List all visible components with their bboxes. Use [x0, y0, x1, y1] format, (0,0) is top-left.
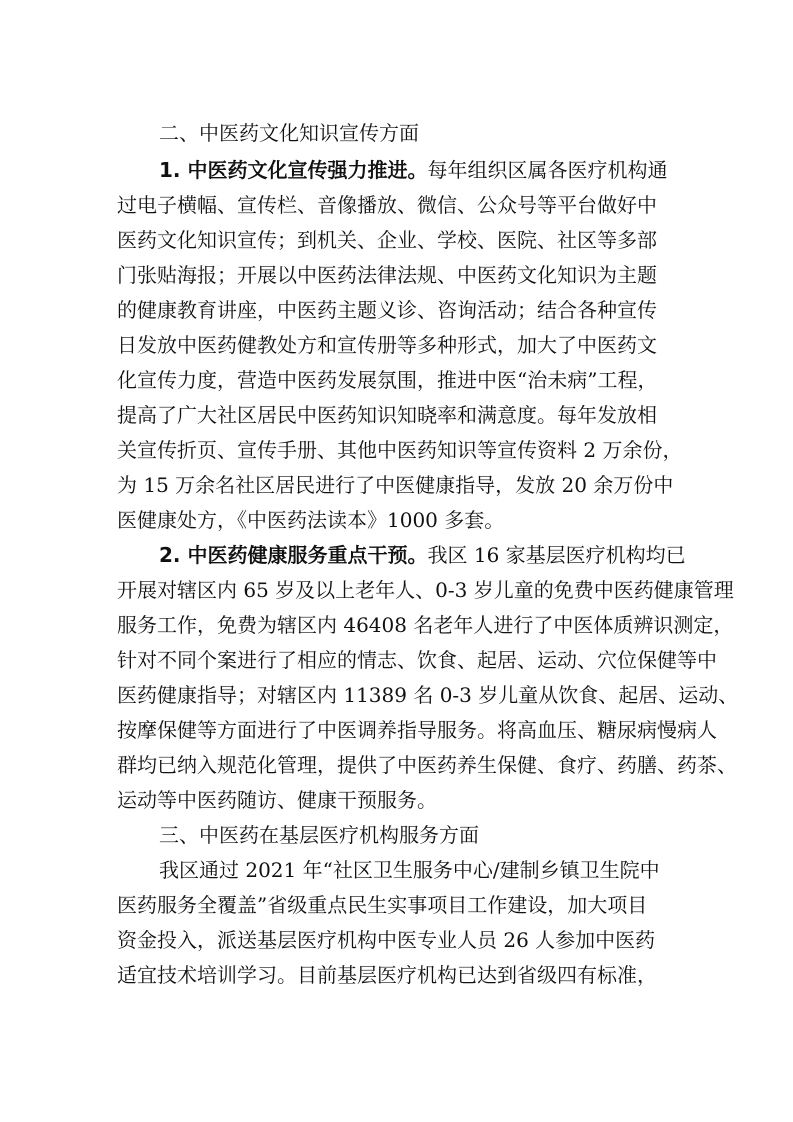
item-2-line: 开展对辖区内 65 岁及以上老年人、0-3 岁儿童的免费中医药健康管理: [117, 578, 734, 602]
item-2-line: 针对不同个案进行了相应的情志、饮食、起居、运动、穴位保健等中: [117, 648, 717, 672]
item-2-first-line-text: 我区 16 家基层医疗机构均已: [427, 543, 686, 567]
item-1-line: 的健康教育讲座，中医药主题义诊、咨询活动；结合各种宣传: [117, 298, 657, 322]
item-1-line: 化宣传力度，营造中医药发展氛围，推进中医“治未病”工程，: [117, 368, 658, 392]
item-1-line: 提高了广大社区居民中医药知识知晓率和满意度。每年发放相: [117, 403, 657, 427]
item-1-line: 关宣传折页、宣传手册、其他中医药知识等宣传资料 2 万余份，: [117, 438, 683, 462]
item-2-first-line: [159, 540, 686, 570]
item-1-first-line: [159, 155, 667, 185]
section-3-line: 适宜技术培训学习。目前基层医疗机构已达到省级四有标准，: [117, 963, 657, 987]
item-1-line: 医药文化知识宣传；到机关、企业、学校、医院、社区等多部: [117, 228, 657, 252]
item-2-line: 医药健康指导；对辖区内 11389 名 0-3 岁儿童从饮食、起居、运动、: [117, 683, 739, 707]
item-1-lead: 1. 中医药文化宣传强力推进。: [159, 158, 428, 182]
item-1-line: 为 15 万余名社区居民进行了中医健康指导，发放 20 余万份中: [117, 473, 674, 497]
section-3-heading: 三、中医药在基层医疗机构服务方面: [159, 823, 479, 847]
item-1-line: 医健康处方，《中医药法读本》1000 多套。: [117, 508, 505, 532]
item-2-line: 服务工作，免费为辖区内 46408 名老年人进行了中医体质辨识测定，: [117, 613, 734, 637]
section-3-first-line: 我区通过 2021 年“社区卫生服务中心/建制乡镇卫生院中: [159, 858, 660, 882]
section-2-heading: 二、中医药文化知识宣传方面: [159, 121, 419, 145]
item-2-lead: 2. 中医药健康服务重点干预。: [159, 543, 428, 567]
section-3-line: 医药服务全覆盖”省级重点民生实事项目工作建设，加大项目: [117, 893, 648, 917]
item-1-first-line-text: 每年组织区属各医疗机构通: [427, 158, 668, 182]
item-2-line: 群均已纳入规范化管理，提供了中医药养生保健、食疗、药膳、药茶、: [117, 753, 737, 777]
item-2-line: 运动等中医药随访、健康干预服务。: [117, 788, 437, 812]
item-1-line: 日发放中医药健教处方和宣传册等多种形式，加大了中医药文: [117, 333, 657, 357]
item-1-line: 门张贴海报；开展以中医药法律法规、中医药文化知识为主题: [117, 263, 657, 287]
item-1-line: 过电子横幅、宣传栏、音像播放、微信、公众号等平台做好中: [117, 193, 657, 217]
section-3-line: 资金投入，派送基层医疗机构中医专业人员 26 人参加中医药: [117, 928, 656, 952]
item-2-line: 按摩保健等方面进行了中医调养指导服务。将高血压、糖尿病慢病人: [117, 718, 717, 742]
